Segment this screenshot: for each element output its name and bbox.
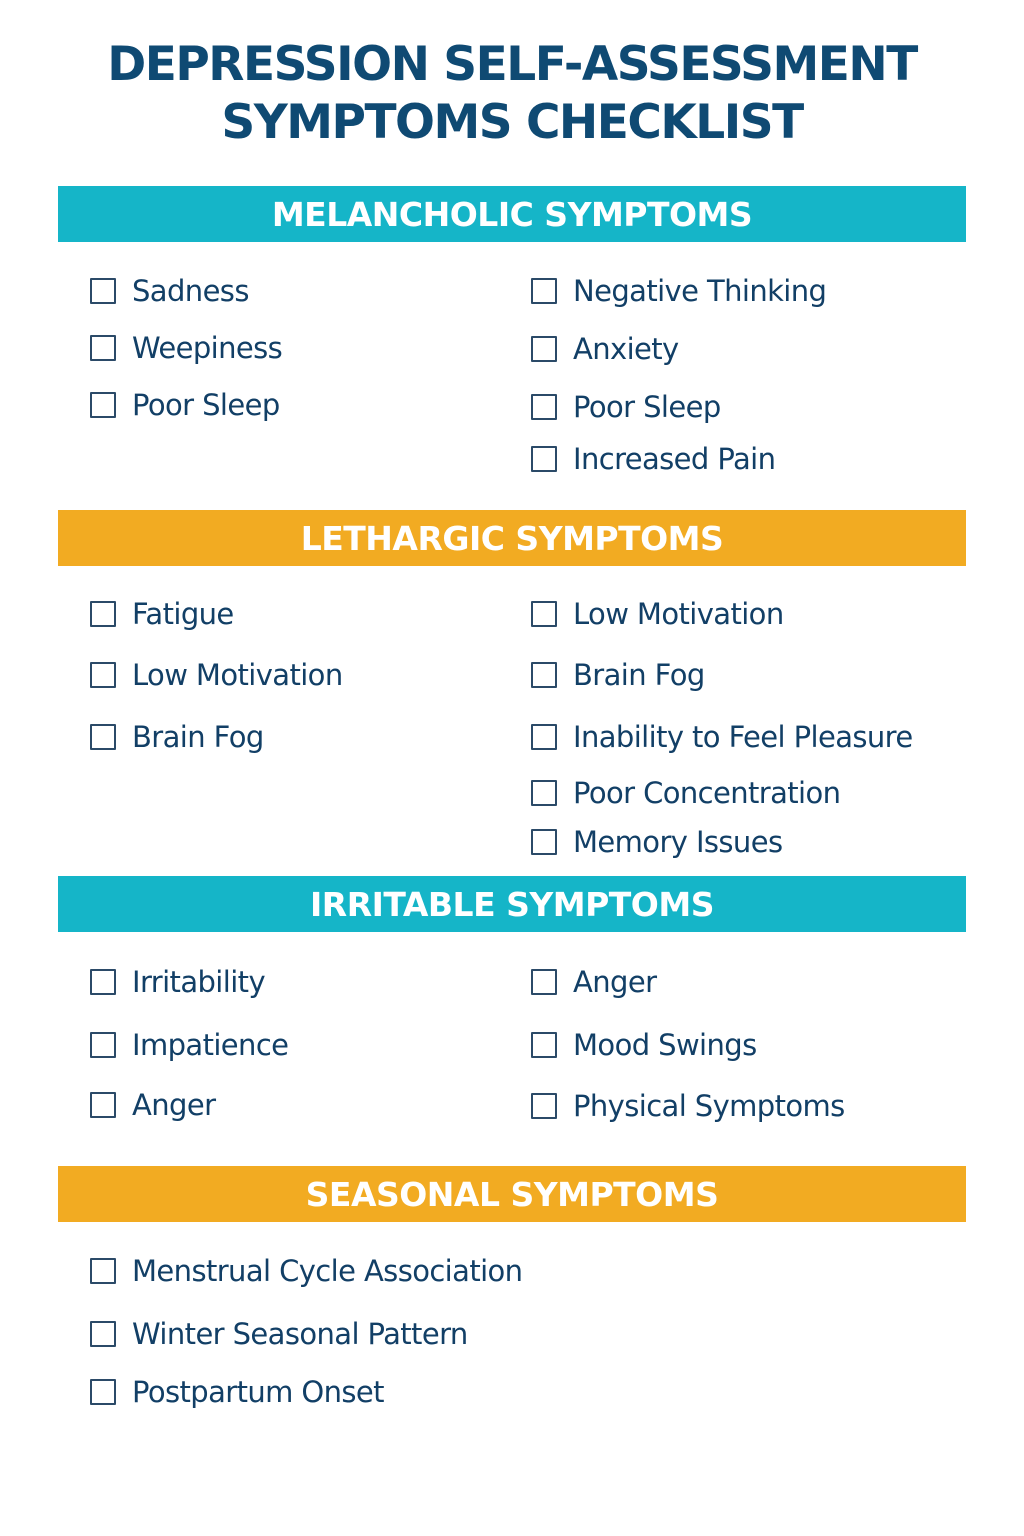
checklist-item-sadness[interactable] [90,271,249,311]
checklist-item-memory-issues[interactable] [531,822,782,862]
checkbox[interactable] [90,724,116,750]
checklist-item-label: Physical Symptoms [573,1089,845,1123]
checklist-item-poor-concentration[interactable] [531,773,840,813]
checkbox[interactable] [531,662,557,688]
section-heading-seasonal: SEASONAL SYMPTOMS [58,1166,966,1222]
checklist-item-low-motivation-2[interactable] [531,594,784,634]
checklist-item-anxiety[interactable] [531,329,679,369]
checkbox[interactable] [531,780,557,806]
checkbox[interactable] [90,278,116,304]
checklist-item-label: Weepiness [132,331,283,365]
checklist-item-impatience[interactable] [90,1025,288,1065]
checklist-item-negative-thinking[interactable] [531,271,826,311]
checklist-item-label: Impatience [132,1028,289,1062]
checklist-item-label: Low Motivation [132,658,343,692]
checkbox[interactable] [531,724,557,750]
checkbox[interactable] [90,1258,116,1284]
checklist-item-label: Low Motivation [573,597,784,631]
checkbox[interactable] [90,1379,116,1405]
checkbox[interactable] [531,969,557,995]
checklist-item-label: Sadness [132,274,249,308]
checkbox[interactable] [90,969,116,995]
checkbox[interactable] [531,601,557,627]
checklist-item-increased-pain[interactable] [531,439,775,479]
checklist-item-mood-swings[interactable] [531,1025,757,1065]
checklist-item-fatigue[interactable] [90,594,234,634]
checklist-item-low-motivation[interactable] [90,655,343,695]
checklist-item-poor-sleep-2[interactable] [531,387,721,427]
checklist-item-label: Poor Sleep [132,388,280,422]
section-heading-lethargic: LETHARGIC SYMPTOMS [58,510,966,566]
checklist-item-label: Memory Issues [573,825,783,859]
checkbox[interactable] [531,446,557,472]
checkbox[interactable] [531,1032,557,1058]
checklist-item-irritability[interactable] [90,962,265,1002]
checkbox[interactable] [531,829,557,855]
page-title [0,36,1024,152]
checklist-item-menstrual-cycle-association[interactable] [90,1251,522,1291]
checkbox[interactable] [531,394,557,420]
checklist-item-label: Negative Thinking [573,274,827,308]
checklist-item-anger[interactable] [90,1085,215,1125]
checklist-item-weepiness[interactable] [90,328,282,368]
checkbox[interactable] [531,278,557,304]
checklist-item-label: Winter Seasonal Pattern [132,1317,468,1351]
checkbox[interactable] [531,336,557,362]
checklist-item-physical-symptoms[interactable] [531,1086,845,1126]
checklist-item-brain-fog[interactable] [90,717,264,757]
checklist-item-label: Irritability [132,965,265,999]
title-line-1: DEPRESSION SELF-ASSESSMENT [107,37,917,92]
checklist-item-inability-to-feel-pleasure[interactable] [531,717,913,757]
checklist-item-label: Anger [132,1088,216,1122]
checkbox[interactable] [90,335,116,361]
checklist-item-label: Mood Swings [573,1028,757,1062]
checklist-item-label: Poor Concentration [573,776,841,810]
checklist-item-label: Inability to Feel Pleasure [573,720,913,754]
checkbox[interactable] [90,392,116,418]
checklist-item-label: Brain Fog [132,720,264,754]
checklist-item-brain-fog-2[interactable] [531,655,705,695]
section-heading-melancholic: MELANCHOLIC SYMPTOMS [58,186,966,242]
checklist-item-label: Anger [573,965,657,999]
checklist-item-label: Poor Sleep [573,390,721,424]
checkbox[interactable] [90,601,116,627]
checklist-item-label: Increased Pain [573,442,776,476]
checklist-item-postpartum-onset[interactable] [90,1372,384,1412]
checklist-item-poor-sleep[interactable] [90,385,280,425]
checkbox[interactable] [90,1032,116,1058]
checklist-item-label: Menstrual Cycle Association [132,1254,523,1288]
checkbox[interactable] [90,662,116,688]
checklist-item-label: Brain Fog [573,658,705,692]
title-line-2: SYMPTOMS CHECKLIST [221,95,803,150]
checklist-item-label: Anxiety [573,332,679,366]
checklist-item-anger-2[interactable] [531,962,656,1002]
section-heading-irritable: IRRITABLE SYMPTOMS [58,876,966,932]
checkbox[interactable] [90,1092,116,1118]
checkbox[interactable] [531,1093,557,1119]
checklist-item-label: Postpartum Onset [132,1375,384,1409]
checklist-item-winter-seasonal-pattern[interactable] [90,1314,468,1354]
checkbox[interactable] [90,1321,116,1347]
checklist-item-label: Fatigue [132,597,234,631]
